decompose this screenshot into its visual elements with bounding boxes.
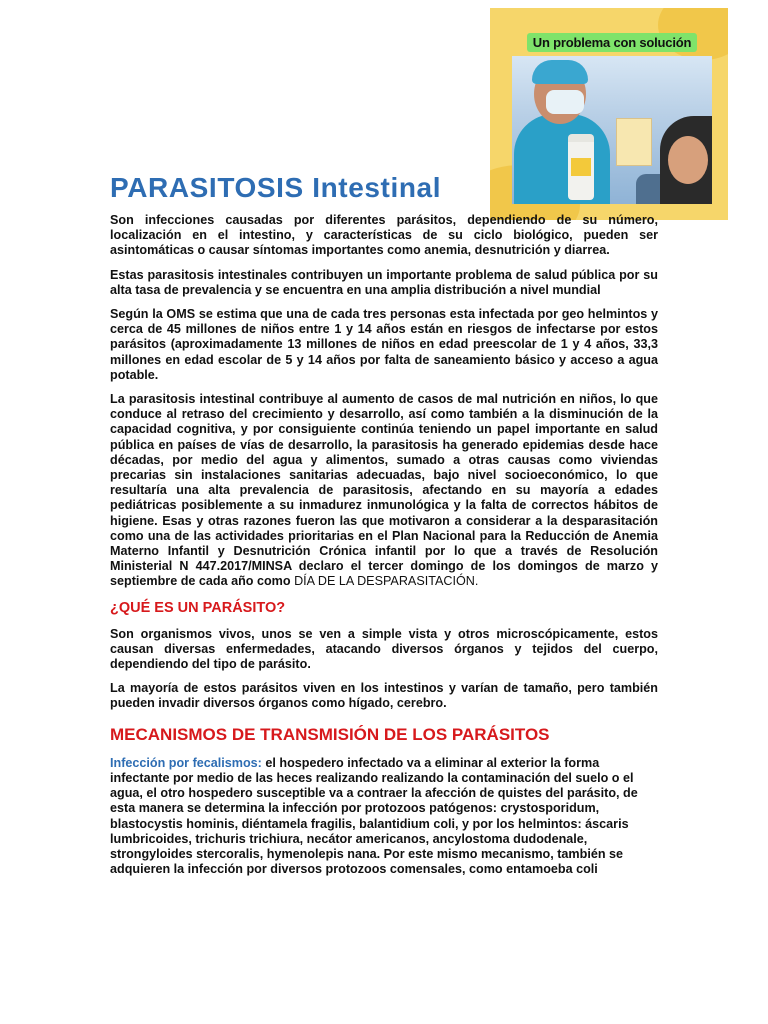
section-heading: MECANISMOS DE TRANSMISIÓN DE LOS PARÁSITOS [110, 724, 550, 744]
header-photo [490, 8, 728, 220]
document-body [110, 213, 658, 886]
face-mask [546, 90, 584, 114]
paragraph [110, 392, 658, 590]
nurse-figure [514, 114, 610, 204]
paragraph-text: el hospedero infectado va a eliminar al exterior la forma infectante por medio de las heces realizando realizando la contaminación del suelo o el agua, el otro hospedero susceptible va a contraer la afección de quistes del parásito, de esta manera se determina la infección por protozoos patógenos: crystosporidum, blastocystis hominis, diéntamela fragilis, balantidium coli, y por los helmintos: áscaris lumbricoides, trichuris trichiura, necátor americanos, ancylostoma dudodenale, strongyloides stercoralis, hymenolepis nana. Por este mismo mecanismo, también se adquieren la infección por diversos protozoos comensales, como entamoeba coli [110, 755, 638, 877]
medicine-bottle [568, 134, 594, 200]
medicine-box [616, 118, 652, 166]
paragraph: Estas parasitosis intestinales contribuyen un importante problema de salud pública por su alta tasa de prevalencia y se encuentra en una amplia distribución a nivel mundial [110, 267, 658, 297]
lead-term: Infección por fecalismos: [110, 755, 262, 770]
paragraph: Son organismos vivos, unos se ven a simple vista y otros microscópicamente, estos causan diversas enfermedades, atacando diversos órganos y tejidos del cuerpo, dependiendo del tipo de parásito. [110, 626, 658, 672]
child-face [668, 136, 708, 184]
page-title: PARASITOSIS Intestinal [110, 172, 442, 203]
paragraph: Según la OMS se estima que una de cada tres personas esta infectada por geo helmintos y cerca de 45 millones de niños entre 1 y 14 años están en riesgos de infectarse por estos parásitos (aproximadamente 13 millones de niños en edad preescolar de 1 y 4 años, 33,3 millones en edad escolar de 5 y 14 años por falta de saneamiento básico y acceso a agua potable. [110, 307, 658, 382]
paragraph [110, 756, 658, 878]
highlight-text: DÍA DE LA DESPARASITACIÓN. [294, 574, 479, 589]
paragraph: Son infecciones causadas por diferentes parásitos, dependiendo de su número, localización en el intestino, y características de su ciclo biológico, pueden ser asintomáticas o causar síntomas importantes como anemia, desnutrición y diarrea. [110, 213, 658, 258]
photo-banner: Un problema con solución [520, 28, 704, 58]
nurse-cap [532, 60, 588, 84]
vaccination-photo [512, 56, 712, 204]
paragraph: La mayoría de estos parásitos viven en los intestinos y varían de tamaño, pero también pueden invadir diversos órganos como hígado, cerebro. [110, 681, 658, 711]
section-heading: ¿QUÉ ES UN PARÁSITO? [110, 599, 286, 616]
paragraph-text: La parasitosis intestinal contribuye al aumento de casos de mal nutrición en niños, lo que conduce al retraso del crecimiento y desarrollo, así como también a la disminución de la capacidad cognitiva, y por consiguiente continúa teniendo un papel importante en salud pública en países de vías de desarrollo, la parasitosis ha generado epidemias desde hace décadas, por medio del agua y alimentos, sumado a otras causas como viviendas precarias sin instalaciones sanitarias adecuadas, bajo nivel socioeconómico, lo que resultaría una alta prevalencia de parasitosis, afectando en su mayoría a edades pediátricas posiblemente a su inmadurez inmunológica y la falta de correctos hábitos de higiene. Esas y otras razones fueron las que motivaron a considerar a la desparasitación como una de las actividades prioritarias en el Plan Nacional para la Reducción de Anemia Materno Infantil y Desnutrición Crónica infantil por lo que a través de Resolución Ministerial N 447.2017/MINSA declaro el tercer domingo de los domingos de marzo y septiembre de cada año como [110, 392, 658, 589]
